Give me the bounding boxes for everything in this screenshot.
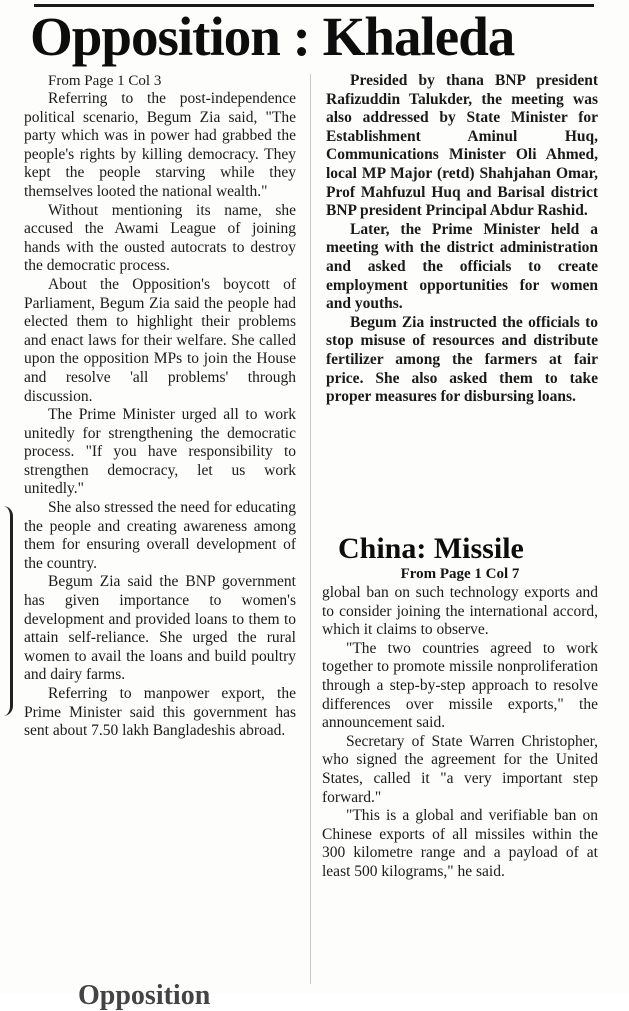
right-paragraph: Later, the Prime Minister held a meeting with the district administration and asked the officials to create employment opportunities for women and youths.	[326, 220, 598, 313]
right-paragraph: Begum Zia instructed the officials to stop misuse of resources and distribute fertilizer among the farmers at fair price. She also asked them to take proper measures for disbursing loans.	[326, 313, 598, 406]
second-story-paragraph: global ban on such technology exports and to consider joining the international accord, which it claims to observe.	[322, 584, 598, 639]
left-paragraph: Referring to manpower export, the Prime Minister said this government has sent about 7.50 lakh Bangladeshis abroad.	[24, 685, 296, 740]
left-paragraph: She also stressed the need for educating the people and creating awareness among them for ensuring overall development of the country.	[24, 499, 296, 572]
second-story-body	[322, 584, 598, 882]
second-story-paragraph: Secretary of State Warren Christopher, who signed the agreement for the United States, called it "a very important step forward."	[322, 732, 598, 806]
second-story-dateline: From Page 1 Col 7	[400, 566, 520, 582]
left-paragraph: Referring to the post-independence political scenario, Begum Zia said, "The party which was in power had grabbed the people's rights by killing democracy. They kept the people starving while they themselves looted the national wealth."	[24, 90, 296, 200]
margin-bracket	[0, 506, 13, 716]
left-paragraph: The Prime Minister urged all to work unitedly for strengthening the democratic process. "If you have responsibility to strengthen democracy, let us work unitedly."	[24, 406, 296, 498]
left-paragraph: Begum Zia said the BNP government has given importance to women's development and provided loans to them to attain self-reliance. She urged the rural women to avail the loans and build poultry and dairy farms.	[24, 573, 296, 684]
left-paragraph: Without mentioning its name, she accused the Awami League of joining hands with the ousted autocrats to destroy the democratic process.	[24, 201, 296, 275]
left-column	[24, 72, 296, 741]
second-story-headline: China: Missile	[338, 532, 524, 565]
column-divider	[310, 74, 311, 984]
second-story-paragraph: "The two countries agreed to work together to promote missile nonproliferation through a step-by-step approach to resolve differences over missile exports," the announcement said.	[322, 639, 598, 732]
cut-off-heading-fragment: Opposition	[78, 980, 211, 1011]
headline: Opposition : Khaleda	[30, 6, 515, 67]
right-column	[326, 72, 598, 407]
right-paragraph: Presided by thana BNP president Rafizuddin Talukder, the meeting was also addressed by State Minister for Establishment Aminul Huq, Communications Minister Oli Ahmed, local MP Major (retd) Shahjahan Omar, Prof Mahfuzul Huq and Barisal district BNP president Principal Abdur Rashid.	[326, 72, 598, 220]
second-story-paragraph: "This is a global and verifiable ban on Chinese exports of all missiles within the 300 kilometre range and a payload of at least 500 kilograms," he said.	[322, 807, 598, 880]
left-dateline: From Page 1 Col 3	[48, 73, 162, 89]
left-paragraph: About the Opposition's boycott of Parliament, Begum Zia said the people had elected them to highlight their problems and enact laws for their welfare. She called upon the opposition MPs to join the House and resolve 'all problems' through discussion.	[24, 275, 296, 405]
